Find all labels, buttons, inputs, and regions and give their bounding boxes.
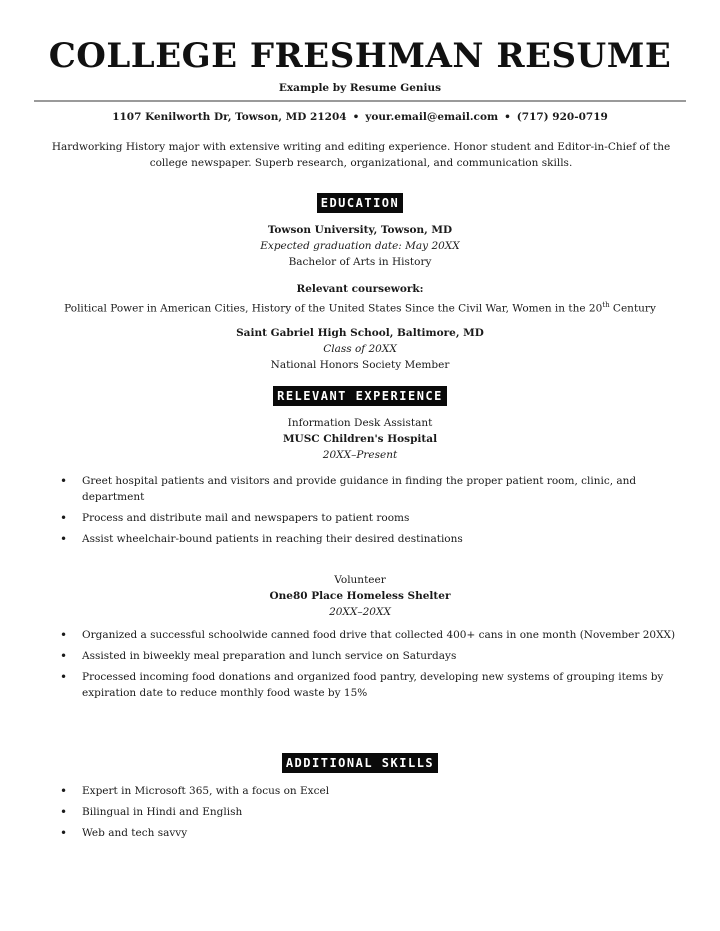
high-school-honor: National Honors Society Member bbox=[270, 359, 450, 371]
list-item: • Organized a successful schoolwide canned food drive that collected 400+ cans in one month (November 20XX) bbox=[60, 627, 690, 643]
job-bullet-list bbox=[60, 473, 690, 552]
skills-list bbox=[60, 783, 690, 846]
job-title: Volunteer bbox=[334, 574, 386, 586]
job-organization: MUSC Children's Hospital bbox=[282, 433, 438, 445]
contact-email[interactable]: your.email@email.com bbox=[365, 111, 499, 123]
contact-separator: • bbox=[504, 111, 511, 123]
education-heading bbox=[0, 192, 720, 213]
contact-address: 1107 Kenilworth Dr, Towson, MD 21204 bbox=[112, 111, 347, 123]
list-item: • Expert in Microsoft 365, with a focus on Excel bbox=[60, 783, 690, 799]
contact-separator: • bbox=[352, 111, 360, 123]
job-organization: One80 Place Homeless Shelter bbox=[269, 590, 451, 602]
coursework-ordinal: th bbox=[602, 301, 610, 309]
job-dates: 20XX–Present bbox=[322, 449, 398, 461]
contact-line bbox=[0, 111, 720, 123]
education-heading-label: EDUCATION bbox=[317, 193, 404, 213]
summary: Hardworking History major with extensive writing and editing experience. Honor student and Editor-in-Chief of the college newspaper. Superb research, organizational, and communication skills. bbox=[51, 141, 671, 169]
byline: Example by Resume Genius bbox=[278, 82, 442, 94]
high-school-date: Class of 20XX bbox=[323, 343, 397, 355]
list-item: • Process and distribute mail and newspapers to patient rooms bbox=[60, 510, 690, 526]
list-item: • Greet hospital patients and visitors and provide guidance in finding the proper patient room, clinic, and department bbox=[60, 473, 690, 505]
coursework-label: Relevant coursework: bbox=[296, 283, 424, 295]
job-dates: 20XX–20XX bbox=[329, 606, 391, 618]
list-item: • Assist wheelchair-bound patients in reaching their desired destinations bbox=[60, 531, 690, 547]
skills-heading-label: ADDITIONAL SKILLS bbox=[282, 753, 438, 773]
list-item: • Processed incoming food donations and organized food pantry, developing new systems of grouping items by expiration date to reduce monthly food waste by 15% bbox=[60, 669, 690, 701]
job-title: Information Desk Assistant bbox=[287, 417, 433, 429]
contact-phone: (717) 920-0719 bbox=[516, 111, 608, 123]
list-item: • Assisted in biweekly meal preparation and lunch service on Saturdays bbox=[60, 648, 690, 664]
list-item: • Web and tech savvy bbox=[60, 825, 690, 841]
experience-heading-label: RELEVANT EXPERIENCE bbox=[273, 386, 447, 406]
coursework-list bbox=[0, 297, 720, 317]
university-degree: Bachelor of Arts in History bbox=[288, 256, 432, 268]
resume-title: COLLEGE FRESHMAN RESUME bbox=[48, 36, 672, 76]
university-name: Towson University, Towson, MD bbox=[267, 224, 453, 236]
experience-heading bbox=[0, 385, 720, 406]
header-divider bbox=[34, 100, 686, 102]
coursework-text-end: Century bbox=[609, 302, 656, 315]
job-bullet-list bbox=[60, 627, 690, 706]
university-date: Expected graduation date: May 20XX bbox=[260, 240, 460, 252]
skills-heading bbox=[0, 752, 720, 773]
list-item: • Bilingual in Hindi and English bbox=[60, 804, 690, 820]
coursework-text: Political Power in American Cities, History of the United States Since the Civil War, Women in the 20 bbox=[64, 302, 603, 315]
high-school-name: Saint Gabriel High School, Baltimore, MD bbox=[236, 327, 484, 339]
